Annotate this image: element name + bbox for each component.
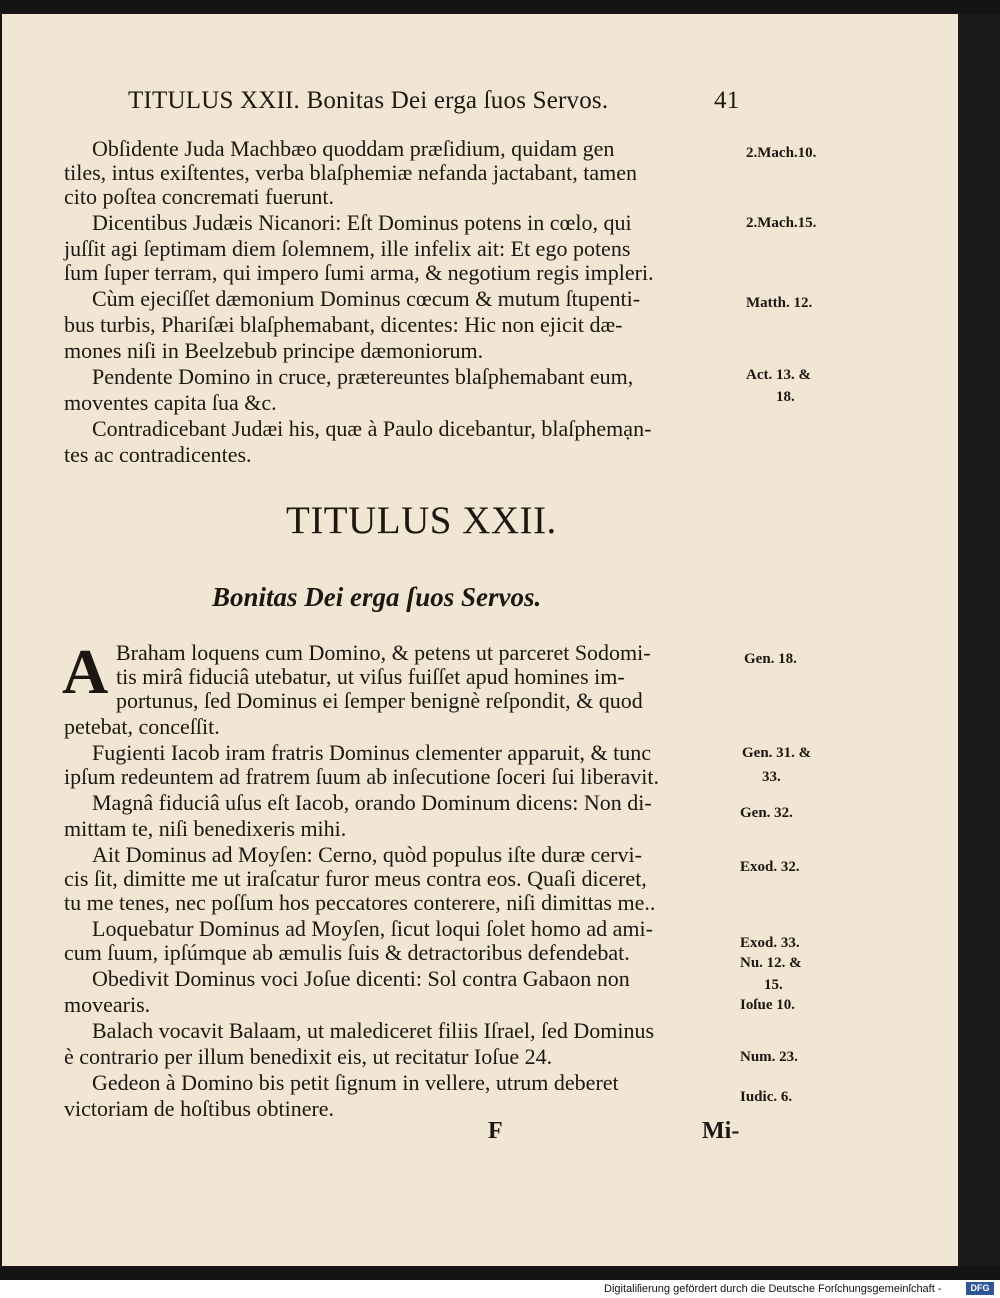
text-line: Balach vocavit Balaam, ut malediceret filiis Iſrael, ſed Dominus (92, 1018, 655, 1043)
text-line: tiles, intus exiſtentes, verba blaſphemiæ nefanda jactabant, tamen (64, 160, 638, 185)
text-line: Contradicebant Judæi his, quæ à Paulo dicebantur, blaſphemạn- (92, 416, 652, 441)
book-edge (958, 14, 1000, 1266)
text-line: portunus, ſed Dominus ei ſemper benignè reſpondit, & quod (116, 688, 643, 713)
text-line: Dicentibus Judæis Nicanori: Eſt Dominus potens in cœlo, qui (92, 210, 632, 235)
text-line: Obſidente Juda Machbæo quoddam præſidium, quidam gen (92, 136, 615, 161)
text-line: juſſit agi ſeptimam diem ſolemnem, ille infelix ait: Et ego potens (64, 236, 631, 261)
dfg-logo: DFG (966, 1282, 994, 1295)
margin-reference: Exod. 33. (740, 935, 800, 951)
margin-reference: 15. (764, 977, 783, 993)
text-line: cis ſit, dimitte me ut iraſcatur furor meus contra eos. Quaſi diceret, (64, 866, 647, 891)
margin-reference: Nu. 12. & (740, 955, 802, 971)
margin-reference: Gen. 31. & (742, 745, 812, 761)
text-line: Loquebatur Dominus ad Moyſen, ſicut loqui ſolet homo ad ami- (92, 916, 653, 941)
text-line: tu me tenes, nec poſſum hos peccatores conterere, niſi dimittas me.. (64, 890, 656, 915)
text-line: victoriam de hoſtibus obtinere. (64, 1096, 335, 1121)
text-line: Braham loquens cum Domino, & petens ut parceret Sodomi- (116, 640, 651, 665)
margin-reference: 2.Mach.15. (746, 215, 817, 231)
text-line: moventes capita ſua &c. (64, 390, 277, 415)
margin-reference: Gen. 32. (740, 805, 793, 821)
margin-reference: Ioſue 10. (740, 997, 796, 1013)
margin-reference: 2.Mach.10. (746, 145, 817, 161)
page-number: 41 (714, 87, 740, 114)
text-line: mittam te, niſi benedixeris mihi. (64, 816, 347, 841)
signature-mark: F (488, 1118, 503, 1144)
margin-reference: 33. (762, 769, 781, 785)
drop-cap: A (62, 636, 109, 707)
text-line: è contrario per illum benedixit eis, ut recitatur Ioſue 24. (64, 1044, 553, 1069)
text-line: Fugienti Iacob iram fratris Dominus clementer apparuit, & tunc (92, 740, 652, 765)
margin-reference: Gen. 18. (744, 651, 797, 667)
text-line: mones niſi in Beelzebub principe dæmoniorum. (64, 338, 484, 363)
text-line: petebat, conceſſit. (64, 714, 220, 739)
text-line: cito poſtea concremati fuerunt. (64, 184, 334, 209)
digitization-credit: Digitaliſierung gefördert durch die Deutsche Forſchungsgemeinſchaft - (604, 1283, 942, 1295)
text-line: Gedeon à Domino bis petit ſignum in vellere, utrum deberet (92, 1070, 619, 1095)
text-line: bus turbis, Phariſæi blaſphemabant, dicentes: Hic non ejicit dæ- (64, 312, 623, 337)
margin-reference: 18. (776, 389, 795, 405)
section-subtitle: Bonitas Dei erga ſuos Servos. (212, 582, 542, 612)
text-line: movearis. (64, 992, 151, 1017)
text-line: Cùm ejeciſſet dæmonium Dominus cœcum & mutum ſtupenti- (92, 286, 641, 311)
margin-reference: Act. 13. & (746, 367, 811, 383)
text-line: Pendente Domino in cruce, prætereuntes blaſphemabant eum, (92, 364, 634, 389)
catchword: Mi- (702, 1118, 740, 1144)
text-line: cum ſuum, ipſúmque ab æmulis ſuis & detractoribus defendebat. (64, 940, 630, 965)
text-line: ſum ſuper terram, qui impero ſumi arma, & negotium regis impleri. (64, 260, 654, 285)
margin-reference: Exod. 32. (740, 859, 800, 875)
text-line: Obedivit Dominus voci Joſue dicenti: Sol contra Gabaon non (92, 966, 630, 991)
text-line: ipſum redeuntem ad fratrem ſuum ab inſecutione ſoceri ſui liberavit. (64, 764, 660, 789)
text-line: Ait Dominus ad Moyſen: Cerno, quòd populus iſte duræ cervi- (92, 842, 642, 867)
text-line: tis mirâ fiduciâ utebatur, ut viſus fuiſſet apud homines im- (116, 664, 625, 689)
text-line: Magnâ fiduciâ uſus eſt Iacob, orando Dominum dicens: Non di- (92, 790, 652, 815)
running-title: TITULUS XXII. Bonitas Dei erga ſuos Servos. (128, 87, 609, 114)
margin-reference: Num. 23. (740, 1049, 798, 1065)
margin-reference: Iudic. 6. (740, 1089, 793, 1105)
margin-reference: Matth. 12. (746, 295, 813, 311)
section-title: TITULUS XXII. (286, 499, 557, 542)
text-line: tes ac contradicentes. (64, 442, 252, 467)
